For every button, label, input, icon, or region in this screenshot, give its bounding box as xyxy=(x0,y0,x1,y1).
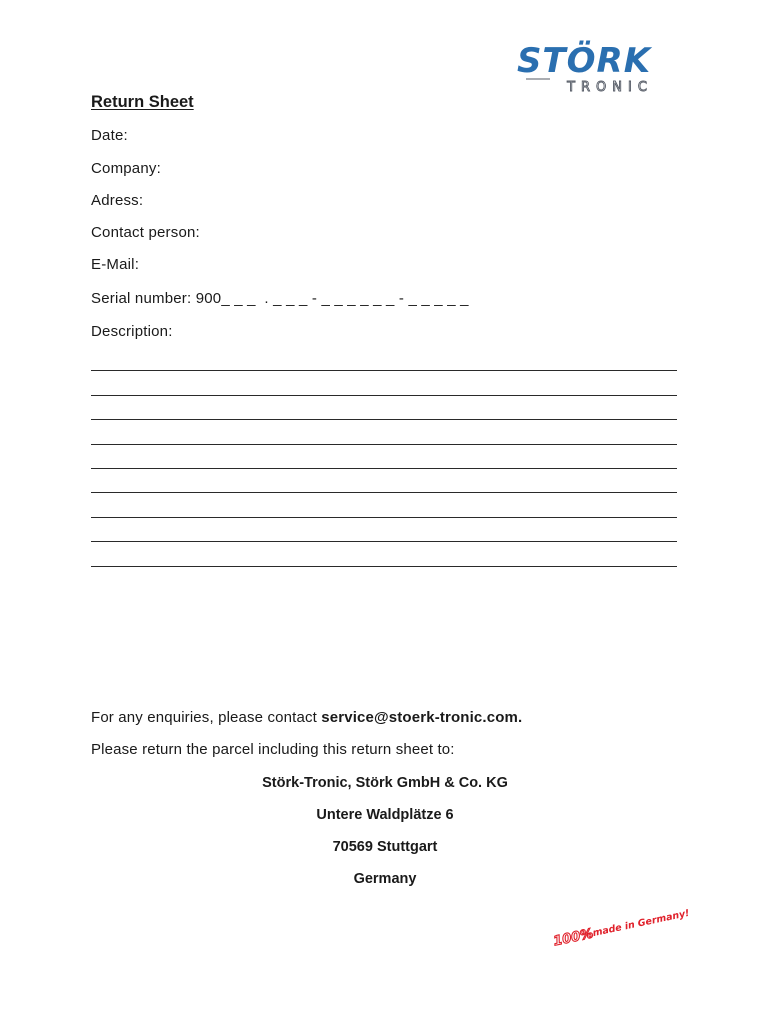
enquiry-text xyxy=(91,709,522,726)
made-in-germany-stamp xyxy=(545,903,691,950)
serial-number-label: Serial number: 900_ _ _ . _ _ _ - _ _ _ _ _ _ - _ _ _ _ _ xyxy=(91,290,469,307)
description-line xyxy=(91,357,677,371)
description-line xyxy=(91,542,677,566)
service-email: service@stoerk-tronic.com. xyxy=(321,709,523,726)
return-instruction: Please return the parcel including this return sheet to: xyxy=(91,741,455,758)
description-line xyxy=(91,396,677,420)
address-company: Störk-Tronic, Störk GmbH & Co. KG xyxy=(262,775,508,791)
stamp-percent: 100% xyxy=(552,926,595,950)
description-line xyxy=(91,371,677,395)
description-line xyxy=(91,420,677,444)
description-label: Description: xyxy=(91,323,173,340)
contact-person-label: Contact person: xyxy=(91,224,200,241)
logo-brand-top: STÖRK xyxy=(516,41,652,81)
description-line xyxy=(91,469,677,493)
date-label: Date: xyxy=(91,127,128,144)
enquiry-prefix: For any enquiries, please contact xyxy=(91,709,322,726)
address-city: 70569 Stuttgart xyxy=(332,839,438,855)
description-line xyxy=(91,445,677,469)
address-street: Untere Waldplätze 6 xyxy=(316,807,454,823)
company-label: Company: xyxy=(91,160,161,177)
page-title: Return Sheet xyxy=(91,93,194,111)
description-line xyxy=(91,518,677,542)
description-lines xyxy=(91,357,677,567)
stork-tronic-logo xyxy=(486,42,682,94)
description-line xyxy=(91,493,677,517)
logo-brand-bottom: TRONIC xyxy=(567,80,653,95)
stamp-made-in-germany: made in Germany! xyxy=(591,907,691,940)
address-label: Adress: xyxy=(91,192,144,209)
address-country: Germany xyxy=(353,871,417,887)
email-label: E-Mail: xyxy=(91,256,140,273)
